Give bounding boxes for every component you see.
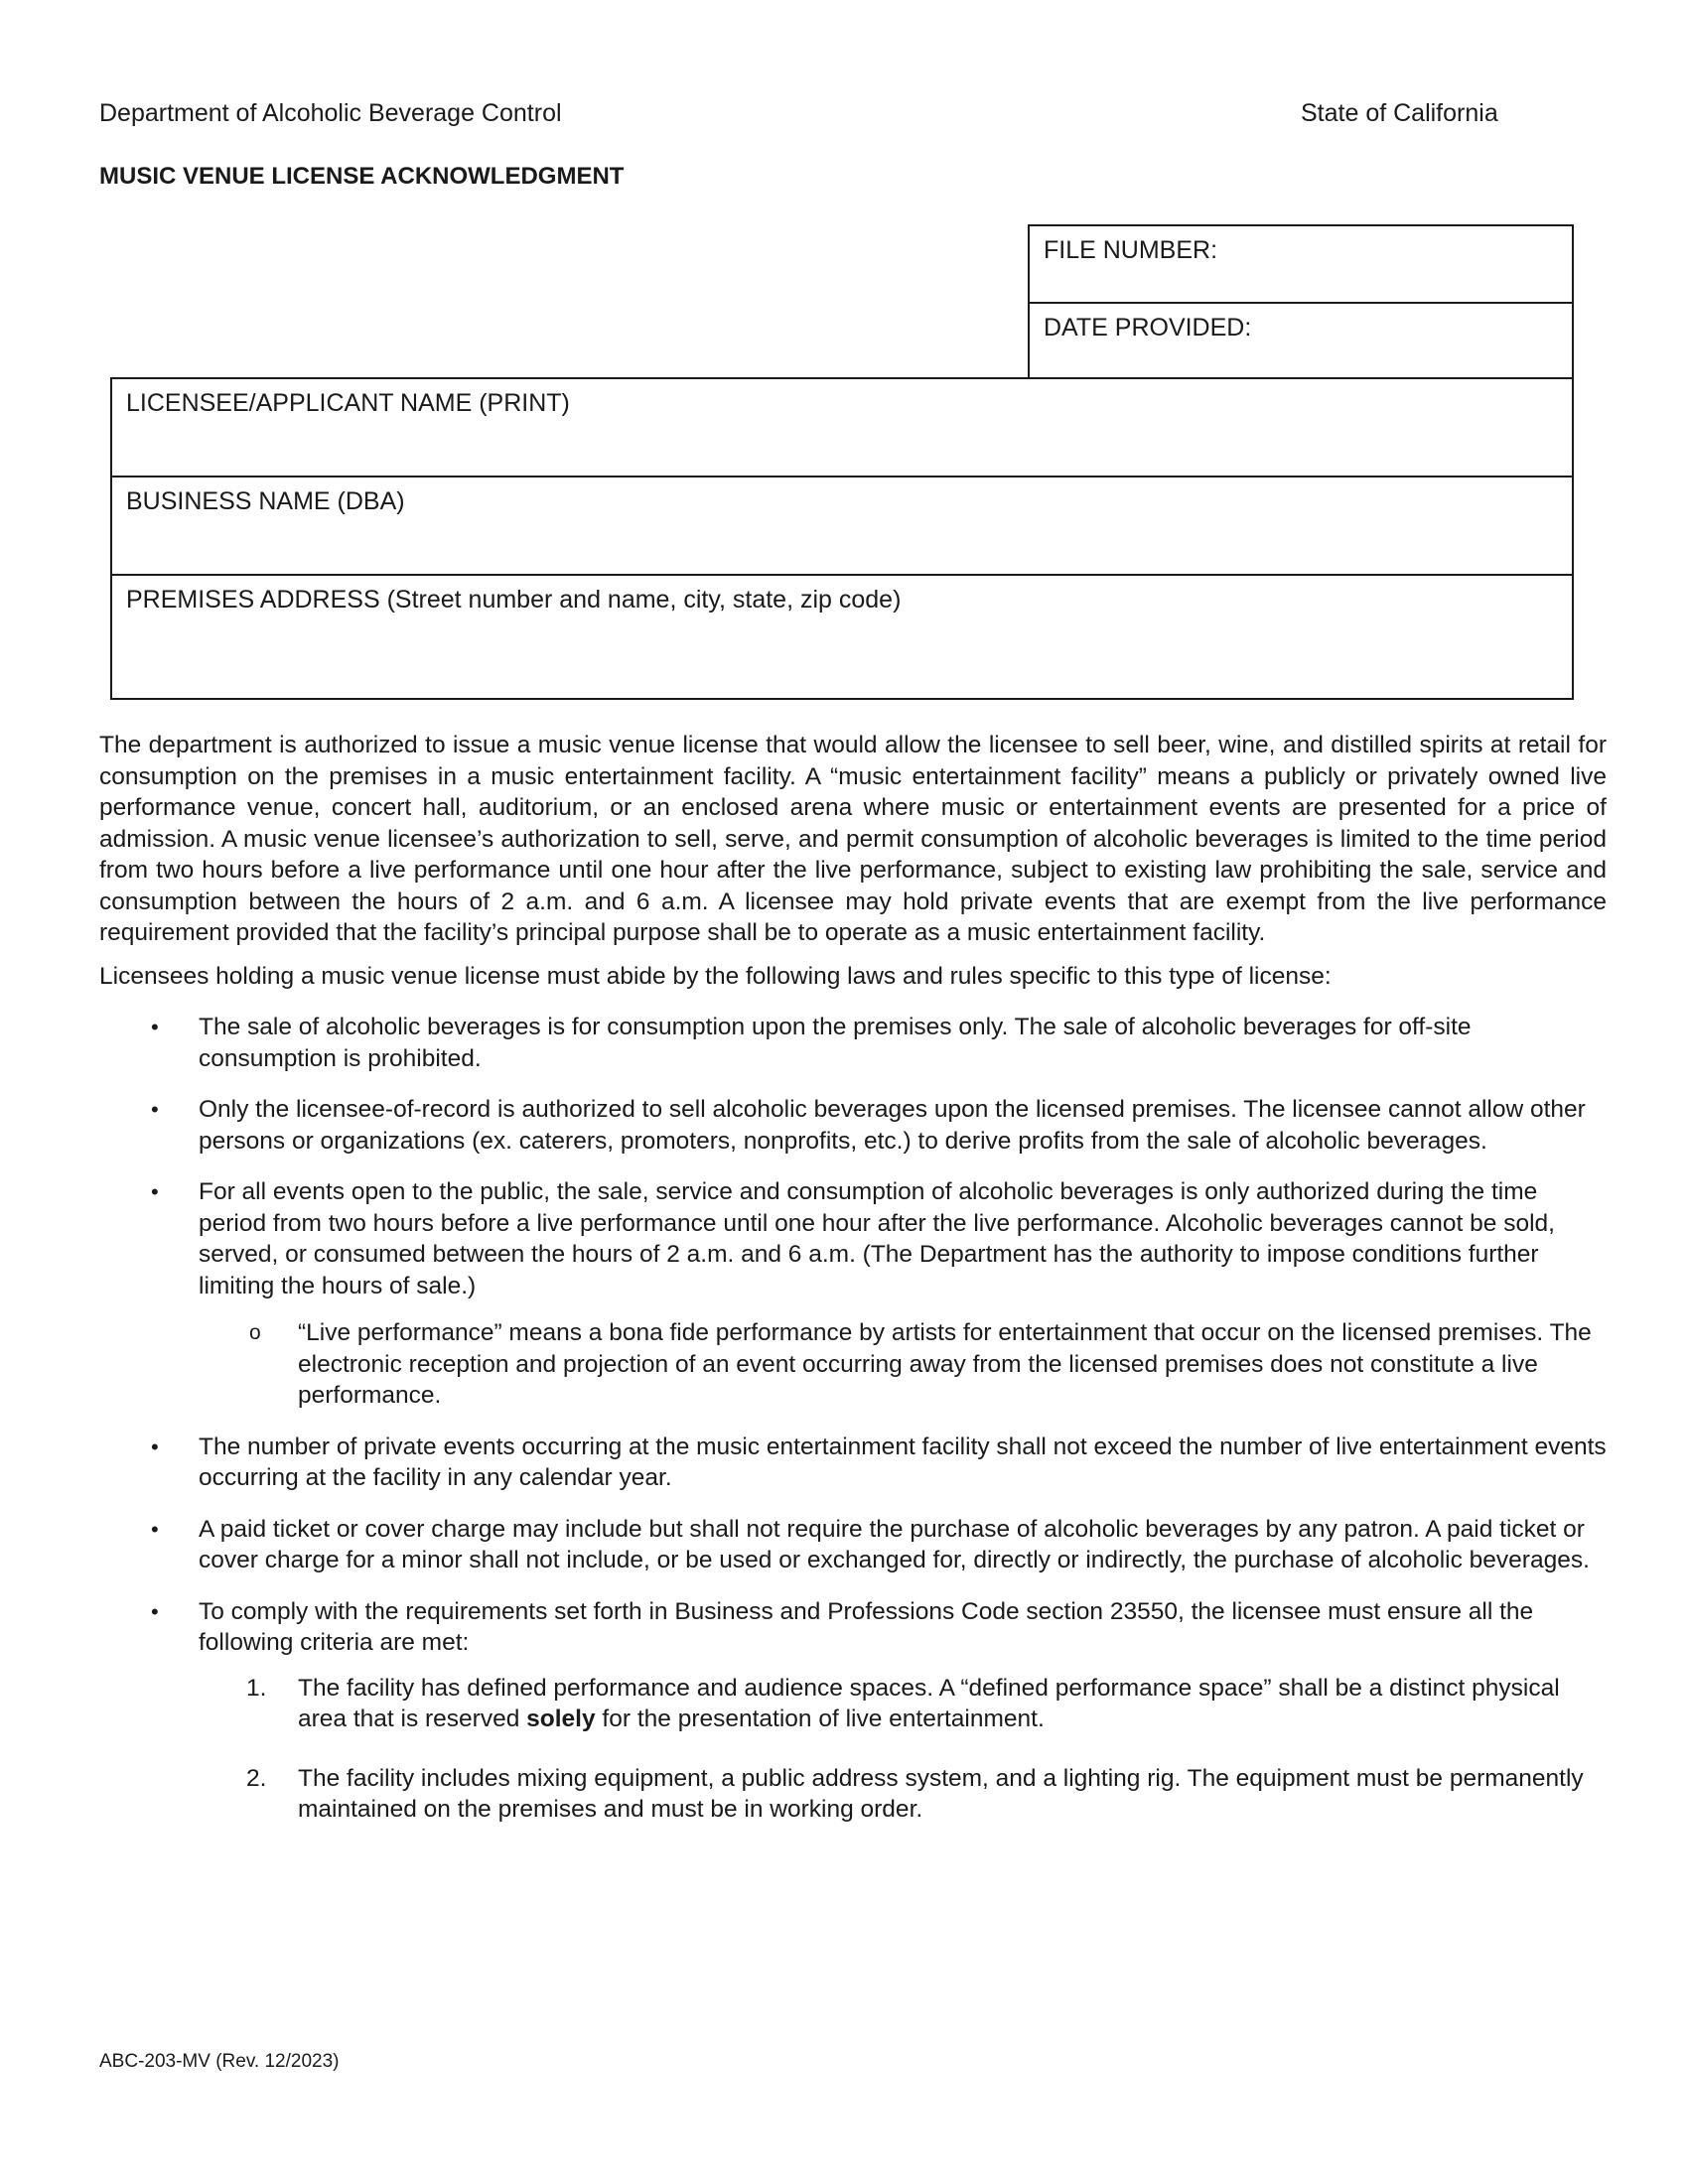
rule-text: For all events open to the public, the sale, service and consumption of alcoholic beverages is only authorized during the time period from two hours before a live performance until one hour after the live performance. Alcoholic beverages cannot be sold, served, or consumed between the hours of 2 a.m. and 6 a.m. (The Department has the authority to impose conditions further limiting the hours of sale.) <box>199 1178 1555 1299</box>
criteria-list <box>99 1673 1607 1826</box>
document-body <box>99 730 1607 1853</box>
business-name-label: BUSINESS NAME (DBA) <box>126 487 405 515</box>
state-name: State of California <box>1301 99 1498 127</box>
criteria-item <box>99 1763 1607 1826</box>
sub-list-item <box>99 1317 1607 1412</box>
list-item <box>99 1596 1607 1826</box>
rules-lead-paragraph: Licensees holding a music venue license must abide by the following laws and rules specific to this type of license: <box>99 962 1332 990</box>
licensee-name-field[interactable] <box>110 377 1574 478</box>
intro-paragraph: The department is authorized to issue a music venue license that would allow the licensee to sell beer, wine, and distilled spirits at retail for consumption on the premises in a music entertainment facility. A “music entertainment facility” means a publicly or privately owned live performance venue, concert hall, auditorium, or an enclosed arena where music or entertainment events are presented for a price of admission. A music venue licensee’s authorization to sell, serve, and permit consumption of alcoholic beverages is limited to the time period from two hours before a live performance until one hour after the live performance, subject to existing law prohibiting the sale, service and consumption between the hours of 2 a.m. and 6 a.m. A licensee may hold private events that are exempt from the live performance requirement provided that the facility’s principal purpose shall be to operate as a music entertainment facility. <box>99 732 1607 946</box>
premises-address-field[interactable] <box>110 574 1574 700</box>
bullet-icon: • <box>151 1179 159 1204</box>
criteria-item <box>99 1673 1607 1735</box>
date-provided-field[interactable] <box>1028 302 1574 379</box>
list-item <box>99 1094 1607 1157</box>
file-number-label: FILE NUMBER: <box>1044 236 1218 264</box>
rule-text: A paid ticket or cover charge may include but shall not require the purchase of alcoholic beverages by any patron. A paid ticket or cover charge for a minor shall not include, or be used or exchanged for, directly or indirectly, the purchase of alcoholic beverages. <box>199 1515 1590 1573</box>
rule-text: To comply with the requirements set forth in Business and Professions Code section 23550, the licensee must ensure all the following criteria are met: <box>199 1597 1534 1656</box>
sub-bullet-icon: o <box>249 1321 261 1344</box>
criteria-number: 1. <box>246 1674 267 1702</box>
rules-list <box>99 1012 1607 1826</box>
list-item <box>99 1012 1607 1074</box>
rule-text: The number of private events occurring at the music entertainment facility shall not exceed the number of live entertainment events occurring at the facility in any calendar year. <box>199 1433 1607 1491</box>
criteria-text-before: The facility has defined performance and audience spaces. A “defined performance space” shall be a distinct physical area that is reserved <box>298 1674 1560 1732</box>
file-number-field[interactable] <box>1028 224 1574 304</box>
list-item <box>99 1176 1607 1412</box>
premises-address-label: PREMISES ADDRESS (Street number and name, city, state, zip code) <box>126 586 902 614</box>
bullet-icon: • <box>151 1598 159 1624</box>
rule-text: The sale of alcoholic beverages is for consumption upon the premises only. The sale of alcoholic beverages for off-site consumption is prohibited. <box>199 1014 1472 1072</box>
rule-text: Only the licensee-of-record is authorized to sell alcoholic beverages upon the licensed premises. The licensee cannot allow other persons or organizations (ex. caterers, promoters, nonprofits, etc.) to derive profits from the sale of alcoholic beverages. <box>199 1096 1586 1155</box>
bullet-icon: • <box>151 1433 159 1459</box>
bullet-icon: • <box>151 1015 159 1039</box>
criteria-number: 2. <box>246 1764 267 1792</box>
department-name: Department of Alcoholic Beverage Control <box>99 99 562 127</box>
bullet-icon: • <box>151 1097 159 1122</box>
criteria-emphasis: solely <box>526 1706 596 1732</box>
list-item <box>99 1432 1607 1494</box>
document-title: MUSIC VENUE LICENSE ACKNOWLEDGMENT <box>99 163 625 190</box>
business-name-field[interactable] <box>110 476 1574 576</box>
list-item <box>99 1514 1607 1576</box>
date-provided-label: DATE PROVIDED: <box>1044 314 1252 341</box>
licensee-name-label: LICENSEE/APPLICANT NAME (PRINT) <box>126 389 570 417</box>
sub-rule-text: “Live performance” means a bona fide performance by artists for entertainment that occur on the licensed premises. The electronic reception and projection of an event occurring away from the licensed premises does not constitute a live performance. <box>298 1319 1592 1409</box>
criteria-text: The facility includes mixing equipment, a public address system, and a lighting rig. The equipment must be permanently maintained on the premises and must be in working order. <box>298 1764 1584 1823</box>
criteria-text-after: for the presentation of live entertainment. <box>595 1706 1045 1732</box>
form-id-footer: ABC-203-MV (Rev. 12/2023) <box>99 2051 340 2072</box>
bullet-icon: • <box>151 1516 159 1542</box>
